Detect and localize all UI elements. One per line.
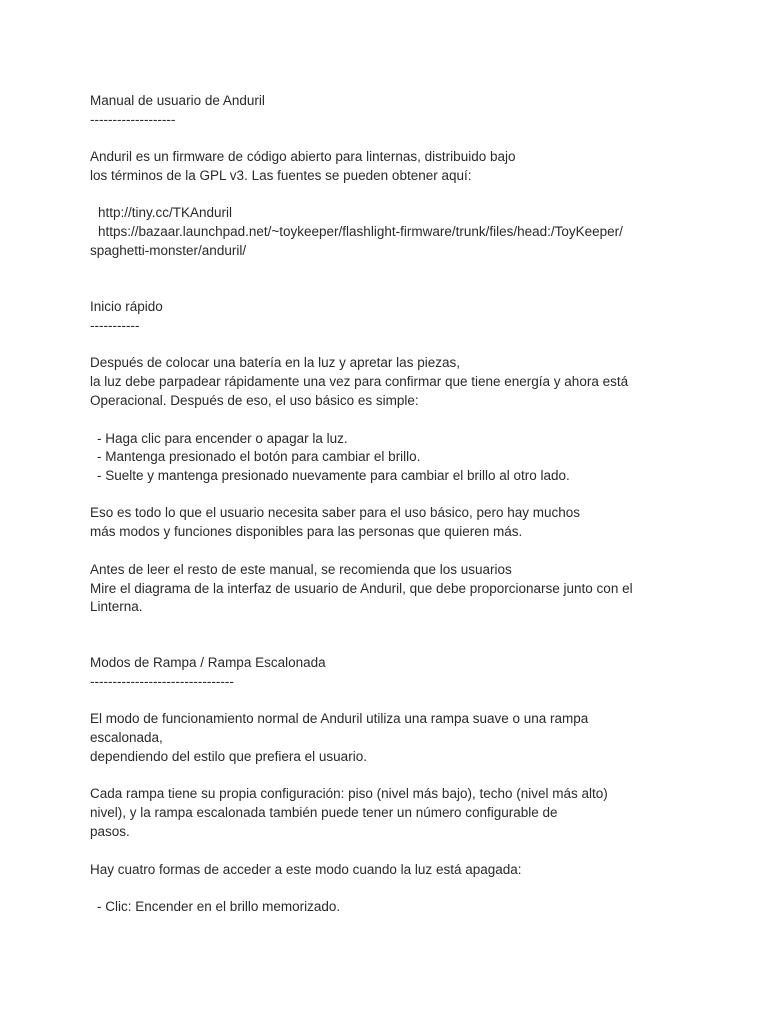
ramp-paragraph2-line-1: Cada rampa tiene su propia configuración: piso (nivel más bajo), techo (nivel más alto) [90, 786, 608, 801]
ramp-rule: -------------------------------- [90, 674, 234, 689]
quick-start-paragraph3-line-3: Linterna. [90, 599, 143, 614]
intro-line-2: los términos de la GPL v3. Las fuentes se pueden obtener aquí: [90, 168, 472, 183]
quick-start-paragraph-line-3: Operacional. Después de eso, el uso básico es simple: [90, 393, 419, 408]
ramp-paragraph-line-1: El modo de funcionamiento normal de Anduril utiliza una rampa suave o una rampa [90, 711, 589, 726]
quick-start-paragraph2-line-2: más modos y funciones disponibles para las personas que quieren más. [90, 524, 523, 539]
ramp-bullet-1: - Clic: Encender en el brillo memorizado. [97, 899, 341, 914]
ramp-paragraph-line-3: dependiendo del estilo que prefiera el usuario. [90, 749, 367, 764]
document-title: Manual de usuario de Anduril [90, 93, 265, 108]
ramp-paragraph2-line-3: pasos. [90, 824, 130, 839]
quick-start-bullet-1: - Haga clic para encender o apagar la luz. [97, 431, 348, 446]
quick-start-paragraph2-line-1: Eso es todo lo que el usuario necesita saber para el uso básico, pero hay muchos [90, 505, 581, 520]
quick-start-rule: ----------- [90, 318, 140, 333]
link-bazaar-continued[interactable]: spaghetti-monster/anduril/ [90, 243, 247, 258]
quick-start-paragraph3-line-2: Mire el diagrama de la interfaz de usuario de Anduril, que debe proporcionarse junto con el [90, 581, 633, 596]
quick-start-paragraph-line-2: la luz debe parpadear rápidamente una vez para confirmar que tiene energía y ahora está [90, 374, 629, 389]
quick-start-heading: Inicio rápido [90, 299, 163, 314]
ramp-paragraph3: Hay cuatro formas de acceder a este modo cuando la luz está apagada: [90, 862, 522, 877]
ramp-heading: Modos de Rampa / Rampa Escalonada [90, 655, 326, 670]
quick-start-paragraph-line-1: Después de colocar una batería en la luz y apretar las piezas, [90, 355, 460, 370]
quick-start-bullet-2: - Mantenga presionado el botón para cambiar el brillo. [97, 449, 421, 464]
title-rule: ------------------- [90, 112, 176, 127]
link-tiny[interactable]: http://tiny.cc/TKAnduril [98, 205, 233, 220]
quick-start-paragraph3-line-1: Antes de leer el resto de este manual, se recomienda que los usuarios [90, 562, 512, 577]
ramp-paragraph2-line-2: nivel), y la rampa escalonada también puede tener un número configurable de [90, 805, 558, 820]
quick-start-bullet-3: - Suelte y mantenga presionado nuevamente para cambiar el brillo al otro lado. [97, 468, 570, 483]
intro-line-1: Anduril es un firmware de código abierto para linternas, distribuido bajo [90, 149, 516, 164]
ramp-paragraph-line-2: escalonada, [90, 730, 163, 745]
link-bazaar[interactable]: https://bazaar.launchpad.net/~toykeeper/flashlight-firmware/trunk/files/head:/ToyKeeper/ [98, 224, 623, 239]
